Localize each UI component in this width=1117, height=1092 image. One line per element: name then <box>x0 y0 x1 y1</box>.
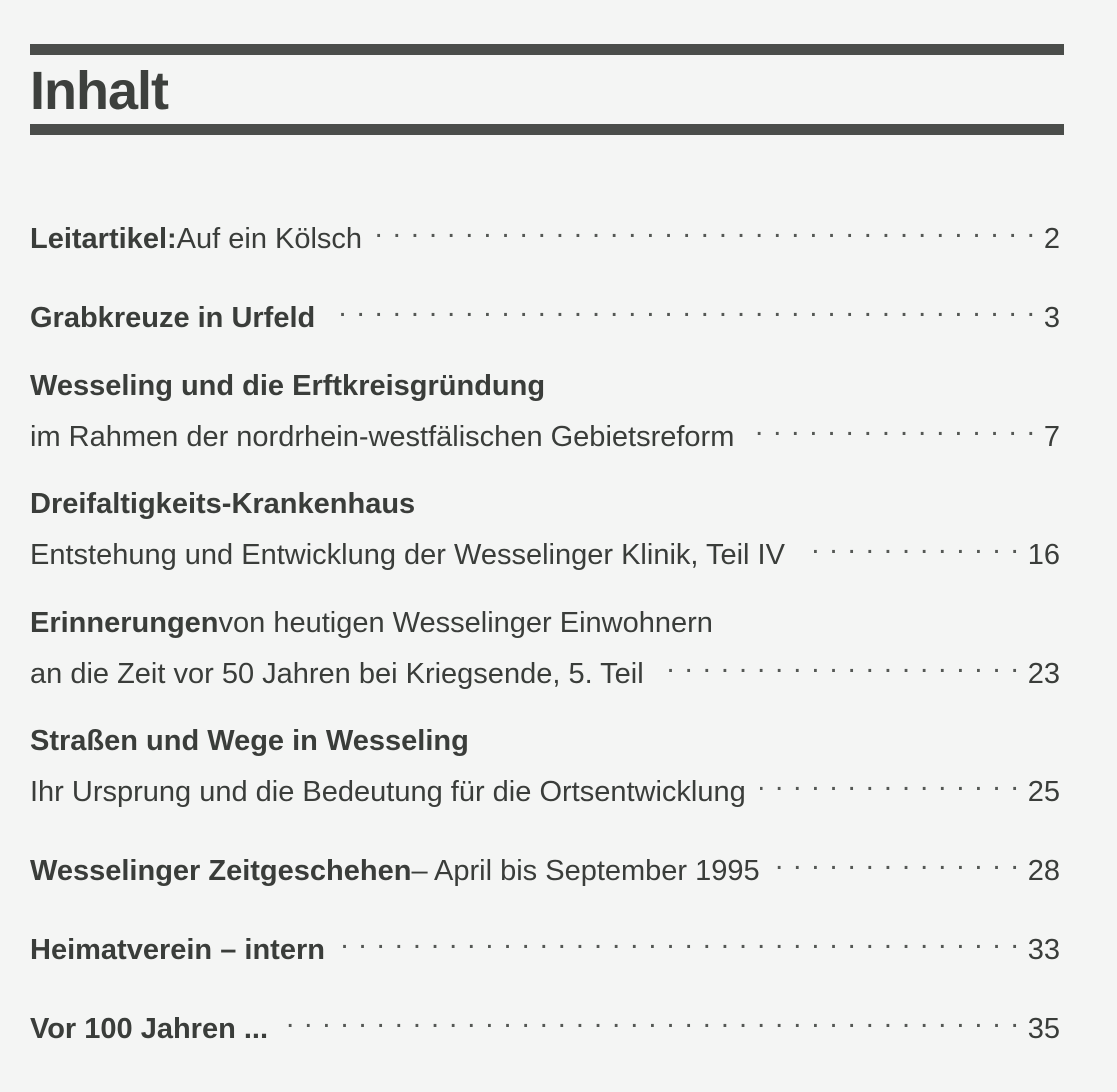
toc-entry-krankenhaus[interactable] <box>30 484 1060 575</box>
page-number: 16 <box>1027 539 1060 571</box>
leader-dots <box>282 998 1020 1038</box>
page-number: 28 <box>1027 855 1060 887</box>
leader-dots <box>329 287 1036 327</box>
bottom-rule <box>30 124 1064 135</box>
entry-subtitle: Entstehung und Entwicklung der Wesselinger Klinik, Teil IV <box>30 539 785 571</box>
page-number: 3 <box>1043 302 1060 334</box>
entry-bold-label: Erinnerungen <box>30 607 219 639</box>
leader-dots <box>760 761 1020 801</box>
toc-entry-leitartikel[interactable] <box>30 208 1060 259</box>
leader-dots <box>799 524 1020 564</box>
page-number: 33 <box>1027 934 1060 966</box>
entry-title: Wesseling und die Erftkreisgründung <box>30 370 546 402</box>
toc-entry-vor-100-jahren[interactable] <box>30 998 1060 1049</box>
entry-text: – April bis September 1995 <box>411 855 760 887</box>
toc-entry-zeitgeschehen[interactable] <box>30 840 1060 891</box>
entry-subtitle: im Rahmen der nordrhein-westfälischen Gebietsreform <box>30 421 735 453</box>
entry-bold-label: Heimatverein – intern <box>30 934 325 966</box>
leader-dots <box>339 919 1020 959</box>
page-title: Inhalt <box>30 61 168 121</box>
entry-text: von heutigen Wesselinger Einwohnern <box>218 607 713 639</box>
toc-entry-grabkreuze[interactable] <box>30 287 1060 338</box>
entry-title: Straßen und Wege in Wesseling <box>30 725 469 757</box>
entry-bold-label: Grabkreuze in Urfeld <box>30 302 316 334</box>
page-number: 2 <box>1043 223 1060 255</box>
top-rule <box>30 44 1064 55</box>
page-number: 7 <box>1043 421 1060 453</box>
leader-dots <box>774 840 1020 880</box>
page-number: 25 <box>1027 776 1060 808</box>
entry-subtitle: an die Zeit vor 50 Jahren bei Kriegsende, 5. Teil <box>30 658 644 690</box>
leader-dots <box>748 406 1036 446</box>
toc-entry-erinnerungen[interactable] <box>30 603 1060 694</box>
toc-entry-heimatverein[interactable] <box>30 919 1060 970</box>
entry-bold-label: Wesselinger Zeitgeschehen <box>30 855 412 887</box>
toc-entry-erftkreisgruendung[interactable] <box>30 366 1060 457</box>
page-number: 35 <box>1027 1013 1060 1045</box>
page-number: 23 <box>1027 658 1060 690</box>
toc-entry-strassen-und-wege[interactable] <box>30 721 1060 812</box>
entry-bold-label: Leitartikel: <box>30 223 177 255</box>
leader-dots <box>658 643 1020 683</box>
entry-subtitle: Ihr Ursprung und die Bedeutung für die Ortsentwicklung <box>30 776 746 808</box>
entry-text: Auf ein Kölsch <box>176 223 363 255</box>
leader-dots <box>376 208 1036 248</box>
entry-bold-label: Vor 100 Jahren ... <box>30 1013 269 1045</box>
entry-title: Dreifaltigkeits-Krankenhaus <box>30 488 416 520</box>
